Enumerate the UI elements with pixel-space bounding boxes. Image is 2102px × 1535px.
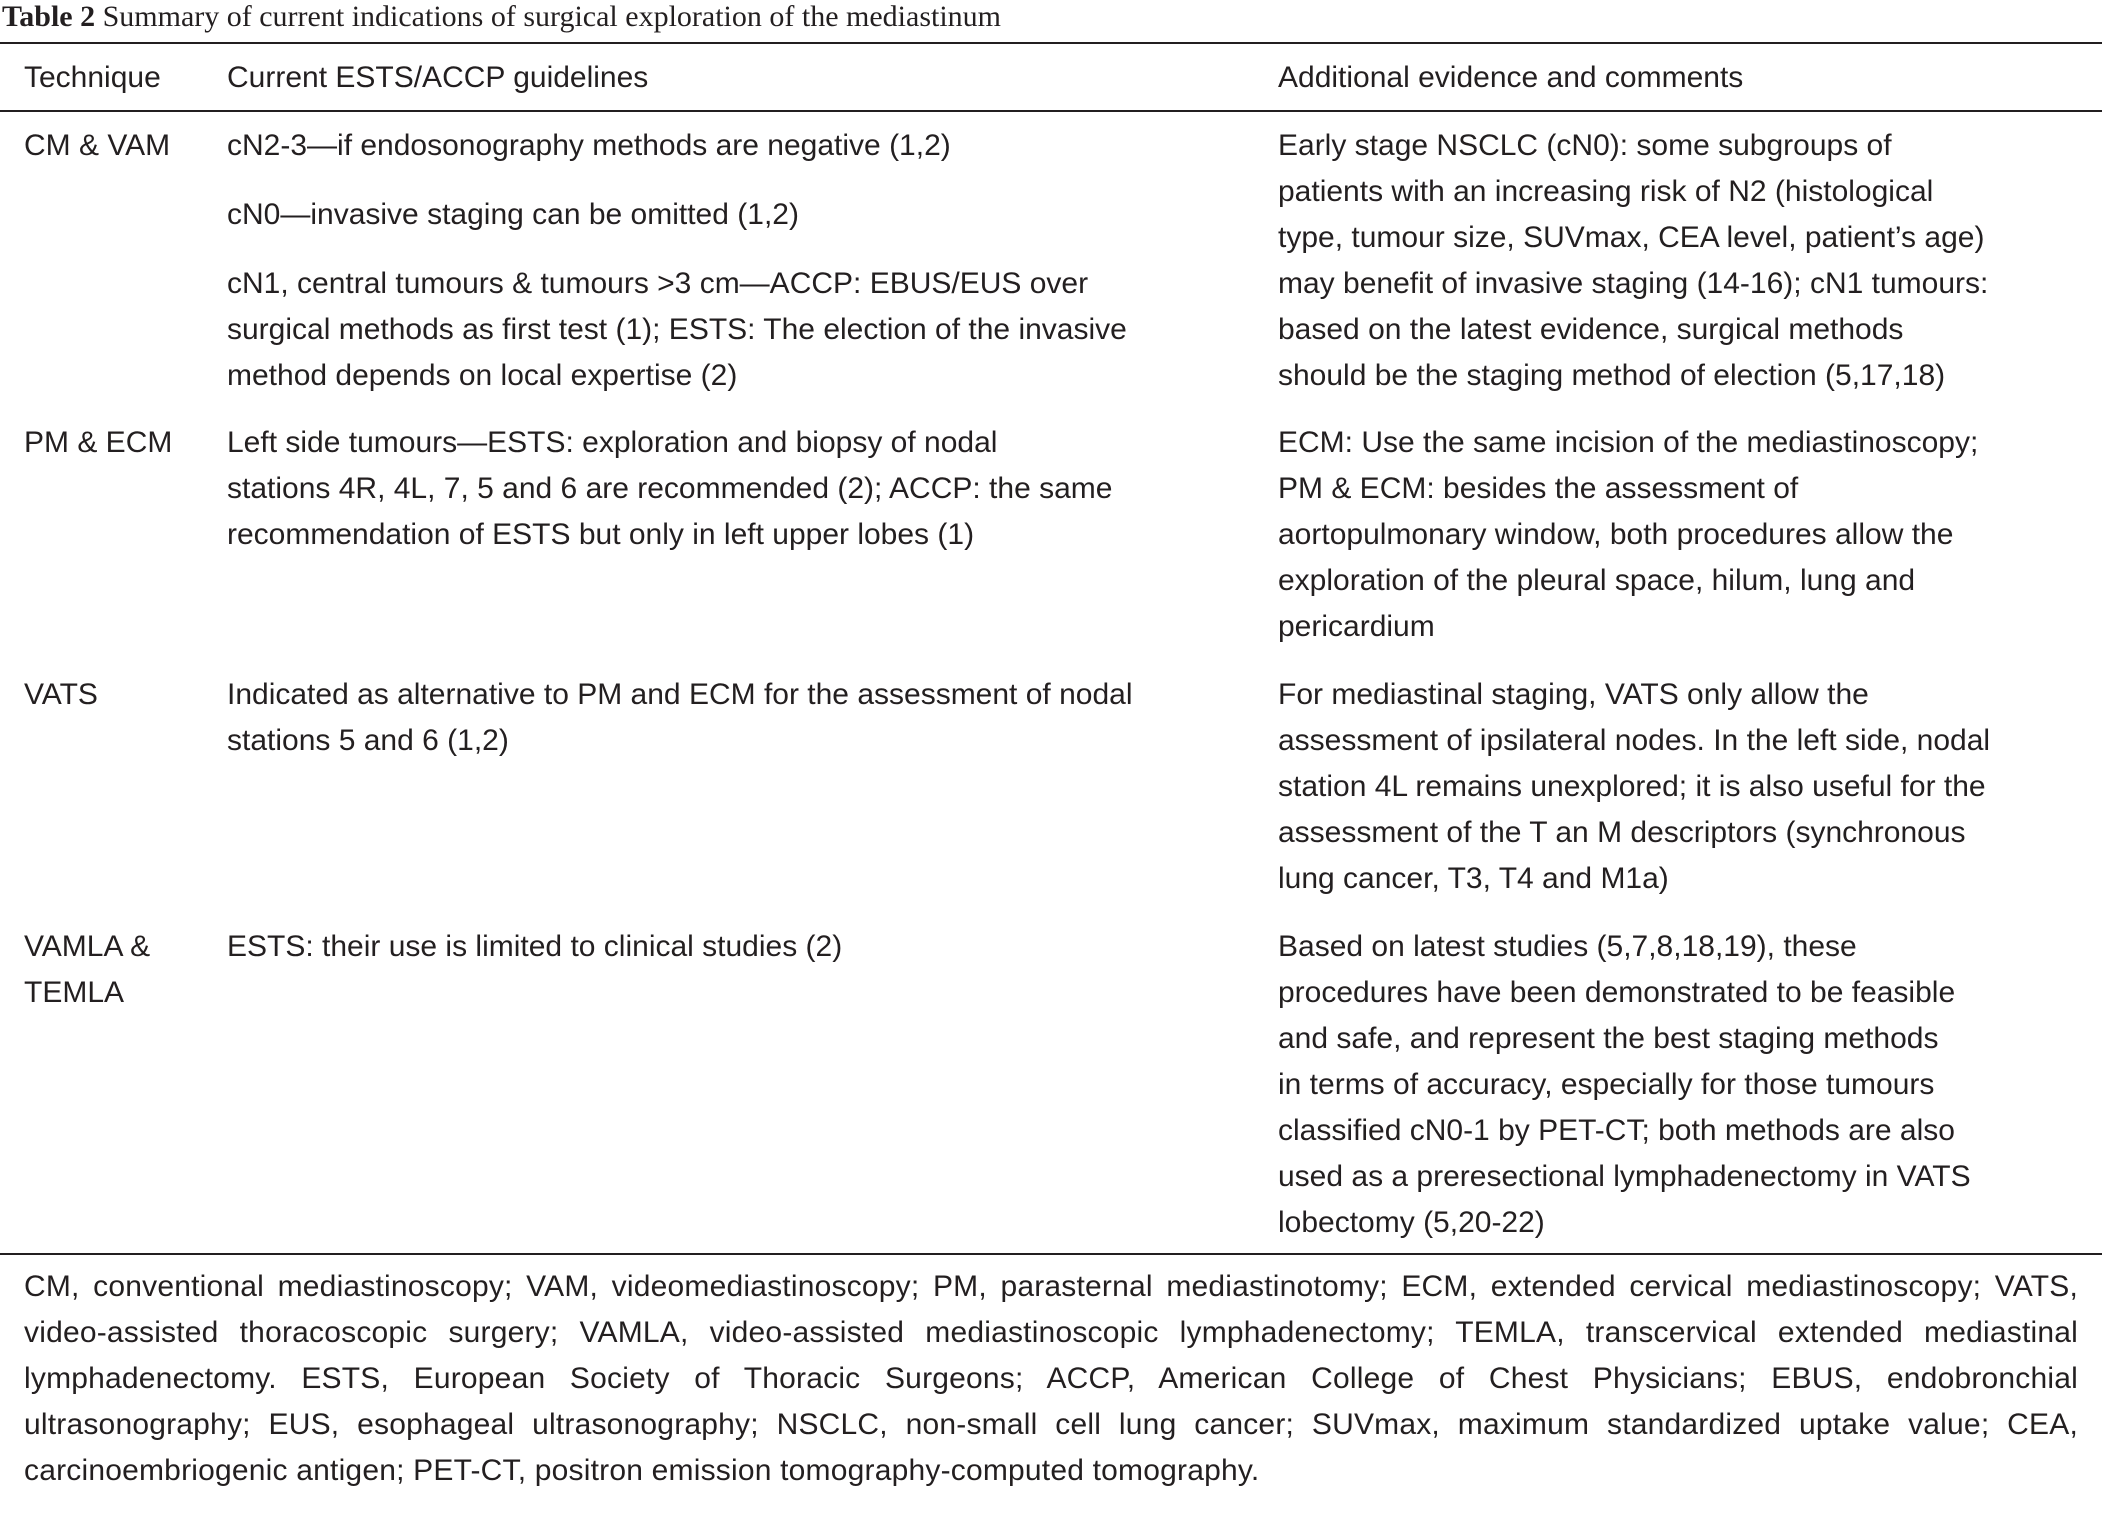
guideline-line: ESTS: their use is limited to clinical studies (2) [227, 930, 843, 963]
comment-line: and safe, and represent the best staging methods [1278, 1022, 1939, 1055]
column-header-comments: Additional evidence and comments [1278, 61, 1744, 94]
guideline-paragraph [227, 261, 1257, 399]
guideline-paragraph [227, 672, 1257, 764]
comment-line: assessment of the T an M descriptors (synchronous [1278, 816, 1966, 849]
guideline-line: surgical methods as first test (1); ESTS: The election of the invasive [227, 313, 1127, 346]
table-caption [2, 0, 1001, 34]
guideline-line: cN2-3—if endosonography methods are negative (1,2) [227, 129, 951, 162]
table-cell-technique [24, 123, 214, 169]
column-header-technique: Technique [24, 61, 161, 94]
table-cell-guidelines [227, 420, 1257, 558]
comment-line: patients with an increasing risk of N2 (histological [1278, 175, 1934, 208]
table-caption-label: Table 2 [2, 0, 96, 33]
technique-line: VATS [24, 678, 98, 711]
comment-line: in terms of accuracy, especially for those tumours [1278, 1068, 1935, 1101]
table-cell-guidelines [227, 672, 1257, 764]
technique-line: TEMLA [24, 976, 125, 1009]
comment-line: based on the latest evidence, surgical methods [1278, 313, 1904, 346]
comment-line: Early stage NSCLC (cN0): some subgroups of [1278, 129, 1892, 162]
table-cell-technique [24, 924, 214, 1016]
table-cell-comments [1278, 924, 2098, 1246]
table-caption-title: Summary of current indications of surgical exploration of the mediastinum [102, 0, 1001, 33]
guideline-paragraph [227, 192, 1257, 238]
comment-line: procedures have been demonstrated to be feasible [1278, 976, 1956, 1009]
guideline-paragraph [227, 420, 1257, 558]
guideline-line: stations 4R, 4L, 7, 5 and 6 are recommended (2); ACCP: the same [227, 472, 1113, 505]
guideline-line: method depends on local expertise (2) [227, 359, 738, 392]
comment-line: exploration of the pleural space, hilum, lung and [1278, 564, 1916, 597]
technique-line: VAMLA & [24, 930, 151, 963]
comment-line: PM & ECM: besides the assessment of [1278, 472, 1799, 505]
guideline-paragraph [227, 123, 1257, 169]
comment-line: used as a preresectional lymphadenectomy in VATS [1278, 1160, 1971, 1193]
guideline-line: Left side tumours—ESTS: exploration and biopsy of nodal [227, 426, 998, 459]
guideline-line: cN1, central tumours & tumours >3 cm—ACCP: EBUS/EUS over [227, 267, 1089, 300]
comment-line: lung cancer, T3, T4 and M1a) [1278, 862, 1669, 895]
comment-line: aortopulmonary window, both procedures allow the [1278, 518, 1954, 551]
comment-line: should be the staging method of election (5,17,18) [1278, 359, 1946, 392]
comment-line: assessment of ipsilateral nodes. In the left side, nodal [1278, 724, 1991, 757]
table-cell-technique [24, 420, 214, 466]
guideline-paragraph [227, 924, 1257, 970]
table-cell-guidelines [227, 123, 1257, 399]
comment-line: classified cN0-1 by PET-CT; both methods are also [1278, 1114, 1955, 1147]
comment-line: pericardium [1278, 610, 1435, 643]
comment-line: ECM: Use the same incision of the mediastinoscopy; [1278, 426, 1979, 459]
table-cell-technique [24, 672, 214, 718]
technique-line: CM & VAM [24, 129, 171, 162]
column-header-guidelines: Current ESTS/ACCP guidelines [227, 61, 649, 94]
table-header-rule [0, 110, 2102, 112]
table-bottom-rule [0, 1253, 2102, 1255]
table-top-rule [0, 42, 2102, 44]
table-cell-comments [1278, 123, 2098, 399]
table-cell-comments [1278, 672, 2098, 902]
guideline-line: Indicated as alternative to PM and ECM for the assessment of nodal [227, 678, 1133, 711]
table-cell-comments [1278, 420, 2098, 650]
technique-line: PM & ECM [24, 426, 173, 459]
guideline-line: cN0—invasive staging can be omitted (1,2) [227, 198, 799, 231]
table-cell-guidelines [227, 924, 1257, 970]
comment-line: Based on latest studies (5,7,8,18,19), these [1278, 930, 1857, 963]
comment-line: station 4L remains unexplored; it is also useful for the [1278, 770, 1986, 803]
table-footnote: CM, conventional mediastinoscopy; VAM, videomediastinoscopy; PM, parasternal mediastinotomy; ECM, extended cervical mediastinoscopy; VATS, video-assisted thoracoscopic surgery; VAMLA, video-assisted mediastinoscopic lymphadenectomy; TEMLA, transcervical extended mediastinal lymphadenectomy. ESTS, European Society of Thoracic Surgeons; ACCP, American College of Chest Physicians; EBUS, endobronchial ultrasonography; EUS, esophageal ultrasonography; NSCLC, non-small cell lung cancer; SUVmax, maximum standardized uptake value; CEA, carcinoembriogenic antigen; PET-CT, positron emission tomography-computed tomography. [24, 1270, 2078, 1487]
comment-line: lobectomy (5,20-22) [1278, 1206, 1545, 1239]
guideline-line: stations 5 and 6 (1,2) [227, 724, 509, 757]
guideline-line: recommendation of ESTS but only in left upper lobes (1) [227, 518, 975, 551]
comment-line: may benefit of invasive staging (14-16); cN1 tumours: [1278, 267, 1989, 300]
comment-line: For mediastinal staging, VATS only allow the [1278, 678, 1869, 711]
comment-line: type, tumour size, SUVmax, CEA level, patient’s age) [1278, 221, 1985, 254]
